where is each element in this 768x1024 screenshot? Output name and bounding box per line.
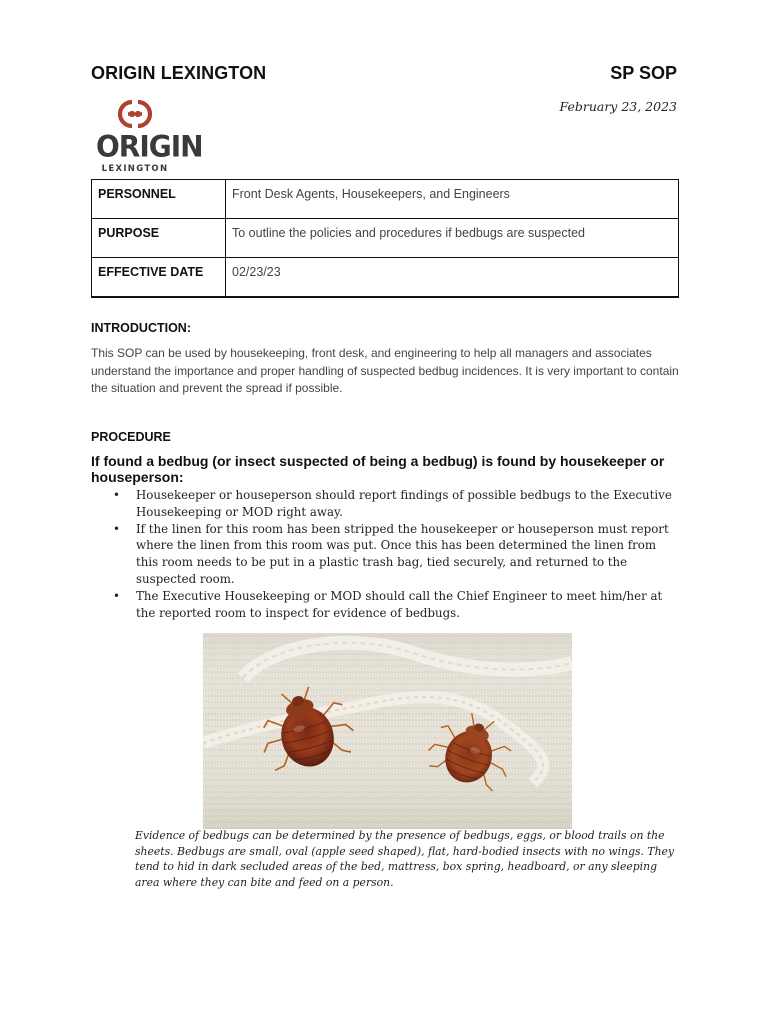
row-value: To outline the policies and procedures if bedbugs are suspected xyxy=(226,219,679,258)
row-label: PURPOSE xyxy=(92,219,226,258)
list-item xyxy=(91,521,681,588)
list-item xyxy=(91,588,681,622)
procedure-heading: PROCEDURE xyxy=(91,430,171,444)
origin-lexington-logo xyxy=(96,100,203,176)
document-date: February 23, 2023 xyxy=(559,99,677,114)
header-org: ORIGIN LEXINGTON xyxy=(91,63,267,83)
bedbugs-photo xyxy=(203,633,572,829)
row-value: 02/23/23 xyxy=(226,258,679,297)
introduction-text: This SOP can be used by housekeeping, front desk, and engineering to help all managers and associates understand the importance and proper handling of suspected bedbug incidences. It is very important to contain the situation and prevent the spread if possible. xyxy=(91,346,679,395)
procedure-list xyxy=(91,487,681,621)
logo-word: ORIGIN xyxy=(96,129,203,164)
sop-info-table xyxy=(91,179,679,298)
logo-subtitle: LEXINGTON xyxy=(101,164,169,174)
photo-caption: Evidence of bedbugs can be determined by the presence of bedbugs, eggs, or blood trails on the sheets. Bedbugs are small, oval (apple seed shaped), flat, hard-bodied insects with no wings. They tend to hid in dark secluded areas of the bed, mattress, box spring, headboard, or any sleeping area where they can bite and feed on a person. xyxy=(135,829,675,889)
introduction-heading: INTRODUCTION: xyxy=(91,321,191,335)
list-item-text: If the linen for this room has been stripped the housekeeper or houseperson must report where the linen from this room was put. Once this has been determined the linen from this room needs to be put in a plastic trash bag, tied securely, and returned to the suspected room. xyxy=(136,521,669,586)
bullet-icon: • xyxy=(113,488,120,502)
table-row xyxy=(92,219,679,258)
table-row xyxy=(92,180,679,219)
list-item-text: The Executive Housekeeping or MOD should call the Chief Engineer to meet him/her at the reported room to inspect for evidence of bedbugs. xyxy=(136,588,663,620)
table-row xyxy=(92,258,679,297)
row-label: PERSONNEL xyxy=(92,180,226,219)
bedbugs-photo-image xyxy=(203,633,572,829)
row-label: EFFECTIVE DATE xyxy=(92,258,226,297)
procedure-subheading: If found a bedbug (or insect suspected of being a bedbug) is found by housekeeper or houseperson: xyxy=(91,453,665,485)
header-doc-type: SP SOP xyxy=(610,63,677,83)
row-value: Front Desk Agents, Housekeepers, and Engineers xyxy=(226,180,679,219)
bullet-icon: • xyxy=(113,521,120,536)
list-item-text: Housekeeper or houseperson should report findings of possible bedbugs to the Executive Housekeeping or MOD right away. xyxy=(136,488,672,519)
bullet-icon: • xyxy=(113,588,120,603)
list-item xyxy=(91,487,681,521)
